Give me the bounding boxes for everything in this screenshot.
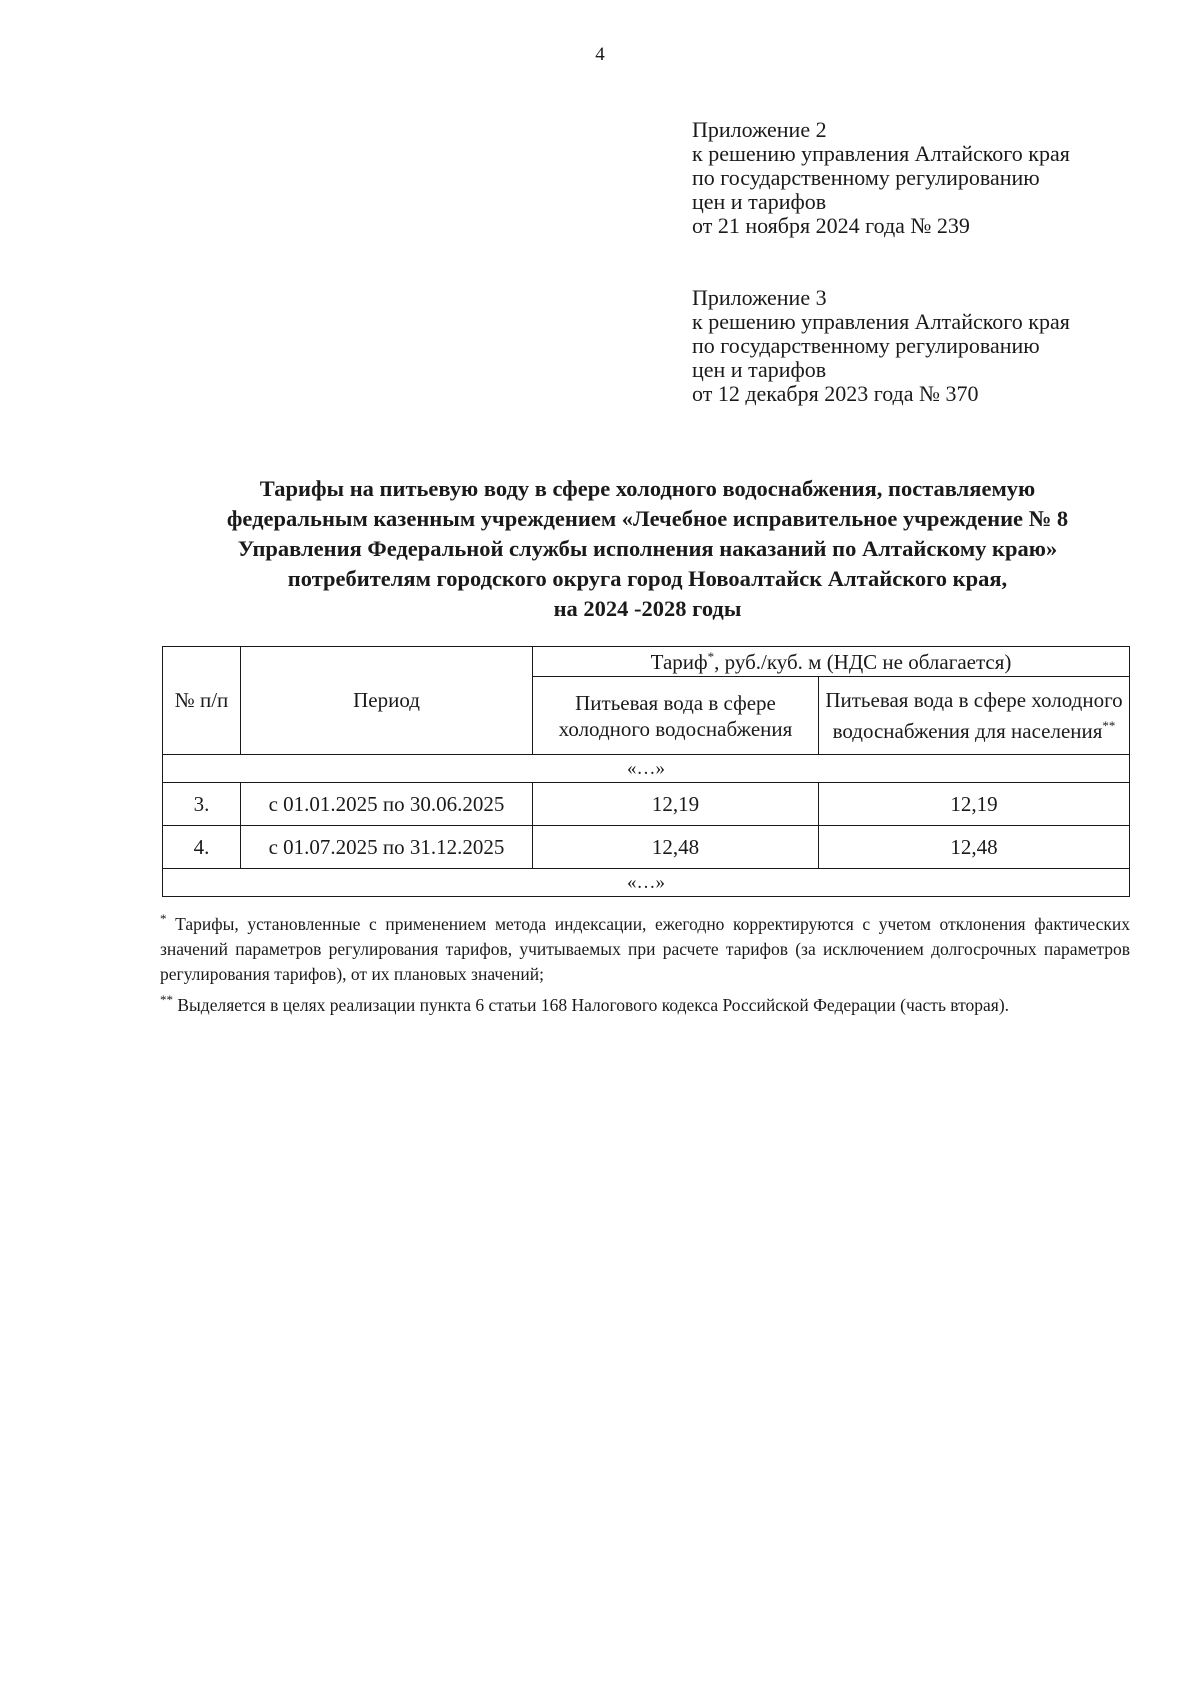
table-row [163,783,1130,826]
ellipsis-cell: «…» [163,755,1130,783]
footnote-mark: ** [160,991,173,1007]
row-num-cell: 4. [163,826,241,869]
table-row [163,869,1130,897]
appendix-line: к решению управления Алтайского края [692,309,1070,334]
appendix-line: Приложение 3 [692,285,827,310]
col-num-header: № п/п [163,647,241,755]
appendix-line: от 12 декабря 2023 года № 370 [692,381,979,406]
appendix-3-header [692,286,1070,406]
tariff-group-header [533,647,1130,677]
appendix-line: цен и тарифов [692,189,827,214]
appendix-2-header [692,118,1070,238]
tariff-group-header-units: , руб./куб. м (НДС не облагается) [714,649,1012,674]
row-num-cell: 3. [163,783,241,826]
row-period-cell: с 01.01.2025 по 30.06.2025 [241,783,533,826]
footnote-1-text: Тарифы, установленные с применением метода индексации, ежегодно корректируются с учетом отклонения фактических значений параметров регулирования тарифов, учитываемых при расчете тарифов (за исключением долгосрочных параметров регулирования тарифов), от их плановых значений; [160,913,1130,984]
document-title [160,474,1135,624]
footnote-mark: * [160,911,167,926]
col-population-header [819,677,1130,755]
col-population-header-label: Питьевая вода в сфере холодного водоснабжения для населения [825,688,1123,743]
row-population-cell: 12,19 [819,783,1130,826]
table-header-row [163,647,1130,677]
table-row [163,755,1130,783]
appendix-line: по государственному регулированию [692,333,1040,358]
appendix-line: цен и тарифов [692,357,827,382]
title-line: Тарифы на питьевую воду в сфере холодного водоснабжения, поставляемую [259,476,1036,501]
appendix-line: к решению управления Алтайского края [692,141,1070,166]
title-line: потребителям городского округа город Новоалтайск Алтайского края, [287,566,1008,591]
appendix-line: по государственному регулированию [692,165,1040,190]
page-number: 4 [595,44,605,65]
footnotes [160,906,1130,1018]
footnote-mark: ** [1102,718,1116,733]
footnote-mark: * [707,648,715,664]
row-water-cell: 12,19 [533,783,819,826]
title-line: Управления Федеральной службы исполнения наказаний по Алтайскому краю» [237,536,1058,561]
title-line: на 2024 -2028 годы [553,596,742,621]
footnote-1 [160,906,1130,987]
ellipsis-cell: «…» [163,869,1130,897]
row-period-cell: с 01.07.2025 по 31.12.2025 [241,826,533,869]
footnote-2-text: Выделяется в целях реализации пункта 6 статьи 168 Налогового кодекса Российской Федерации (часть вторая). [173,994,1010,1015]
title-line: федеральным казенным учреждением «Лечебное исправительное учреждение № 8 [226,506,1069,531]
table-row [163,826,1130,869]
row-population-cell: 12,48 [819,826,1130,869]
footnote-2 [160,987,1130,1018]
row-water-cell: 12,48 [533,826,819,869]
appendix-line: Приложение 2 [692,117,827,142]
col-period-header: Период [241,647,533,755]
col-water-header: Питьевая вода в сфере холодного водоснабжения [533,677,819,755]
tariff-table [162,646,1130,897]
tariff-group-header-label: Тариф [650,649,708,674]
appendix-line: от 21 ноября 2024 года № 239 [692,213,970,238]
